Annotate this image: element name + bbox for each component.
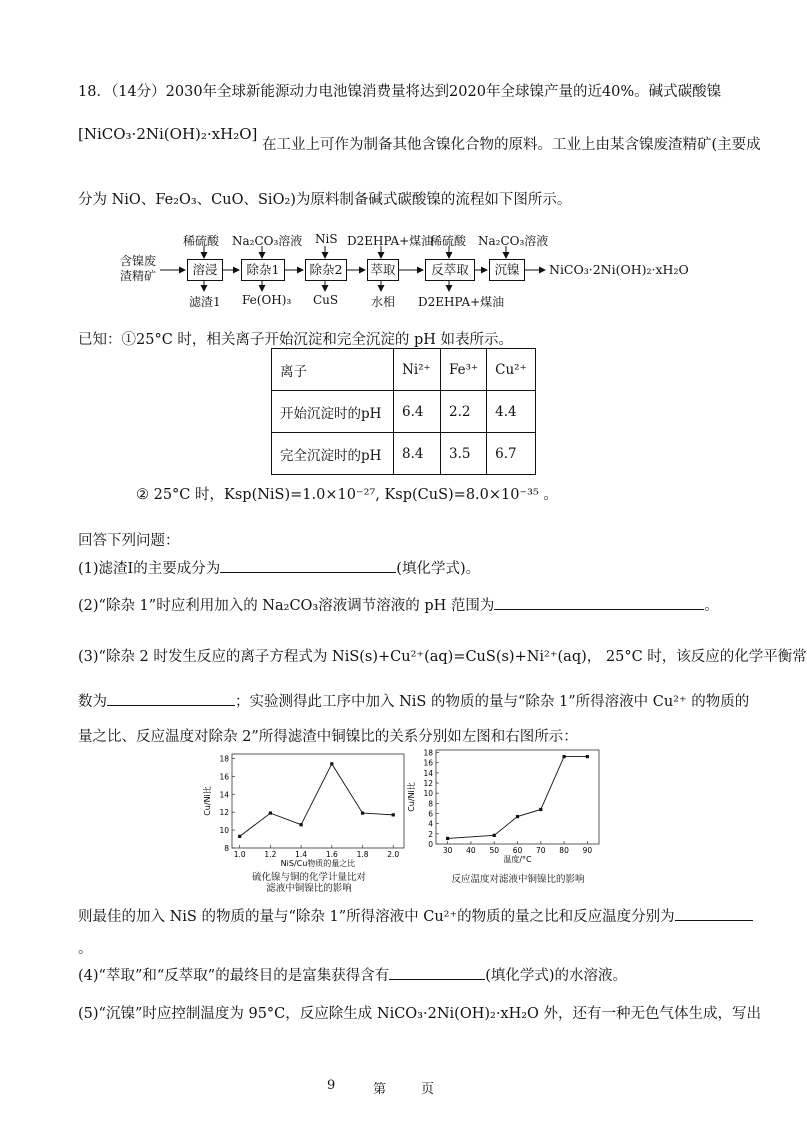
y-tick-label: 2 (428, 829, 433, 839)
flow-output-5: D2EHPA+煤油 (418, 295, 505, 309)
question-3-line-5: 。 (78, 941, 93, 957)
question-3-line-1: (3)“除杂 2 时发生反应的离子方程式为 NiS(s)+Cu²⁺(aq)=CuS(s)+Ni²⁺(aq)， 25°C 时，该反应的化学平衡常 (78, 649, 807, 665)
question-18-line-3: 分为 NiO、Fe₂O₃、CuO、SiO₂)为原料制备碱式碳酸镍的流程如下图所示。 (78, 192, 572, 208)
y-tick-label: 16 (219, 772, 229, 782)
y-tick-label: 12 (219, 808, 229, 818)
question-4-text: (4)“萃取”和“反萃取”的最终目的是富集获得含有 (78, 968, 390, 984)
answer-blank-3a[interactable] (107, 691, 235, 706)
flow-step-back-extraction: 反萃取 (425, 259, 475, 281)
flow-start-line-1: 含镍废 (120, 254, 157, 268)
y-tick-label: 10 (219, 826, 229, 836)
table-header-cell: Cu²⁺ (487, 349, 536, 391)
x-tick-label: 70 (536, 846, 546, 855)
question-18-line-1: 18．（14分）2030年全球新能源动力电池镍消费量将达到2020年全球镍产量的近40%。碱式碳酸镍 (78, 84, 722, 100)
question-4-suffix: (填化学式)的水溶液。 (485, 968, 628, 984)
chart-right-caption-line-1: 反应温度对滤液中铜镍比的影响 (451, 874, 585, 885)
flow-reagent-4: D2EHPA+煤油 (347, 234, 434, 248)
process-flowchart (0, 0, 800, 330)
flow-product: NiCO₃·2Ni(OH)₂·xH₂O (549, 262, 689, 277)
table-cell: 4.4 (487, 391, 536, 433)
y-tick-label: 4 (428, 819, 433, 829)
data-point (493, 834, 496, 837)
y-tick-label: 14 (423, 768, 433, 778)
plot-frame (232, 754, 404, 848)
chart-nis-cu-ratio (204, 748, 414, 870)
table-cell: 6.4 (394, 391, 441, 433)
question-1 (78, 557, 480, 578)
data-point (392, 813, 395, 816)
chart-left-caption (214, 872, 404, 894)
y-tick-label: 8 (428, 799, 433, 809)
flow-reagent-6: Na₂CO₃溶液 (478, 234, 549, 248)
x-tick-label: 1.6 (325, 850, 338, 859)
table-header-cell: Fe³⁺ (441, 349, 487, 391)
question-1-suffix: (填化学式)。 (396, 561, 481, 577)
y-axis-label: Cu/Ni比 (203, 786, 212, 816)
table-row (272, 433, 536, 475)
data-point (269, 811, 272, 814)
flow-output-2: Fe(OH)₃ (242, 293, 292, 307)
x-tick-label: 60 (512, 846, 523, 855)
x-tick-label: 1.4 (295, 850, 308, 859)
flow-output-3: CuS (313, 293, 339, 307)
x-axis-label: 温度/°C (503, 855, 532, 864)
answer-blank-4[interactable] (389, 965, 485, 980)
question-18-line-2-text: 在工业上可作为制备其他含镍化合物的原料。工业上由某含镍废渣精矿(主要成 (261, 137, 761, 153)
y-tick-label: 12 (423, 779, 433, 789)
known-condition-2: ② 25°C 时，Ksp(NiS)=1.0×10⁻²⁷, Ksp(CuS)=8.0×10⁻³⁵ 。 (136, 487, 558, 503)
question-2 (78, 594, 719, 615)
ion-ph-table (271, 348, 536, 475)
question-3-line-4-text: 则最佳的加入 NiS 的物质的量与“除杂 1”所得溶液中 Cu²⁺的物质的量之比和反应温度分别为 (78, 909, 675, 925)
flow-output-4: 水相 (371, 295, 396, 309)
chart-left-caption-line-1: 硫化镍与铜的化学计量比对 (251, 872, 366, 883)
data-point (562, 755, 565, 758)
question-4 (78, 964, 627, 985)
question-2-text: (2)“除杂 1”时应利用加入的 Na₂CO₃溶液调节溶液的 pH 范围为 (78, 598, 495, 614)
data-point (516, 815, 519, 818)
chart-left-caption-line-2: 滤液中铜镍比的影响 (266, 883, 352, 894)
y-tick-label: 0 (428, 840, 433, 849)
flow-reagent-3: NiS (315, 232, 338, 246)
table-cell: 完全沉淀时的pH (272, 433, 394, 475)
y-tick-label: 6 (428, 809, 433, 819)
y-tick-label: 14 (219, 790, 229, 800)
y-tick-label: 8 (224, 844, 229, 853)
plot-frame (436, 750, 599, 844)
known-condition-1: 已知：①25°C 时，相关离子开始沉淀和完全沉淀的 pH 如表所示。 (78, 332, 514, 348)
question-3-line-2-text: ；实验测得此工序中加入 NiS 的物质的量与“除杂 1”所得溶液中 Cu²⁺ 的物质的 (235, 694, 750, 710)
y-axis-label: Cu/Ni比 (407, 782, 416, 812)
y-tick-label: 18 (219, 754, 229, 764)
question-3-prefix: 数为 (78, 694, 107, 710)
table-cell: 6.7 (487, 433, 536, 475)
answer-intro: 回答下列问题： (78, 533, 180, 549)
x-tick-label: 1.0 (233, 850, 246, 859)
table-cell: 2.2 (441, 391, 487, 433)
x-tick-label: 50 (489, 846, 499, 855)
series-line (240, 764, 394, 837)
x-tick-label: 30 (442, 846, 453, 855)
y-tick-label: 10 (423, 789, 433, 799)
series-line (448, 757, 588, 839)
flow-step-leaching: 溶浸 (187, 259, 223, 281)
data-point (300, 823, 303, 826)
flow-reagent-2: Na₂CO₃溶液 (232, 234, 303, 248)
answer-blank-3b[interactable] (675, 906, 753, 921)
flow-step-impurity-removal-1: 除杂1 (241, 259, 285, 281)
basic-nickel-carbonate-formula: [NiCO₃·2Ni(OH)₂·xH₂O] (78, 125, 258, 143)
y-tick-label: 16 (423, 758, 433, 768)
question-3-line-2 (78, 690, 749, 711)
flow-step-nickel-precipitation: 沉镍 (489, 259, 525, 281)
chart-right-caption (428, 871, 608, 885)
x-tick-label: 1.2 (264, 850, 277, 859)
flow-output-1: 滤渣1 (189, 295, 221, 309)
page-number: 9 (327, 1078, 336, 1093)
table-cell: 8.4 (394, 433, 441, 475)
table-cell: 3.5 (441, 433, 487, 475)
table-row (272, 391, 536, 433)
table-cell: 开始沉淀时的pH (272, 391, 394, 433)
x-tick-label: 40 (466, 846, 476, 855)
flow-step-extraction: 萃取 (367, 259, 399, 281)
chart-temperature (404, 745, 604, 870)
footer-ye: 页 (421, 1082, 435, 1097)
question-2-suffix: 。 (704, 598, 719, 614)
footer-di: 第 (373, 1082, 387, 1097)
question-3-line-3: 量之比、反应温度对除杂 2”所得滤渣中铜镍比的关系分别如左图和右图所示： (78, 729, 578, 745)
data-point (539, 808, 542, 811)
answer-blank-1[interactable] (220, 558, 396, 573)
x-tick-label: 2.0 (387, 850, 400, 859)
flow-reagent-5: 稀硫酸 (430, 234, 467, 248)
question-3-line-4 (78, 905, 753, 926)
x-axis-label: NiS/Cu物质的量之比 (280, 859, 356, 868)
data-point (446, 837, 449, 840)
data-point (361, 811, 364, 814)
question-5: (5)“沉镍”时应控制温度为 95°C，反应除生成 NiCO₃·2Ni(OH)₂·xH₂O 外，还有一种无色气体生成，写出 (78, 1006, 762, 1022)
table-header-cell: Ni²⁺ (394, 349, 441, 391)
data-point (238, 835, 241, 838)
y-tick-label: 18 (423, 748, 433, 758)
question-1-text: (1)滤渣Ⅰ的主要成分为 (78, 561, 221, 577)
flowchart-arrows (0, 0, 800, 330)
data-point (586, 755, 589, 758)
table-header-cell: 离子 (272, 349, 394, 391)
answer-blank-2[interactable] (494, 595, 704, 610)
x-tick-label: 80 (559, 846, 569, 855)
flow-start-line-2: 渣精矿 (120, 269, 157, 283)
flow-reagent-1: 稀硫酸 (183, 234, 220, 248)
data-point (330, 762, 333, 765)
flow-step-impurity-removal-2: 除杂2 (305, 259, 347, 281)
x-tick-label: 1.8 (356, 850, 369, 859)
x-tick-label: 90 (582, 846, 593, 855)
table-header-row (272, 349, 536, 391)
